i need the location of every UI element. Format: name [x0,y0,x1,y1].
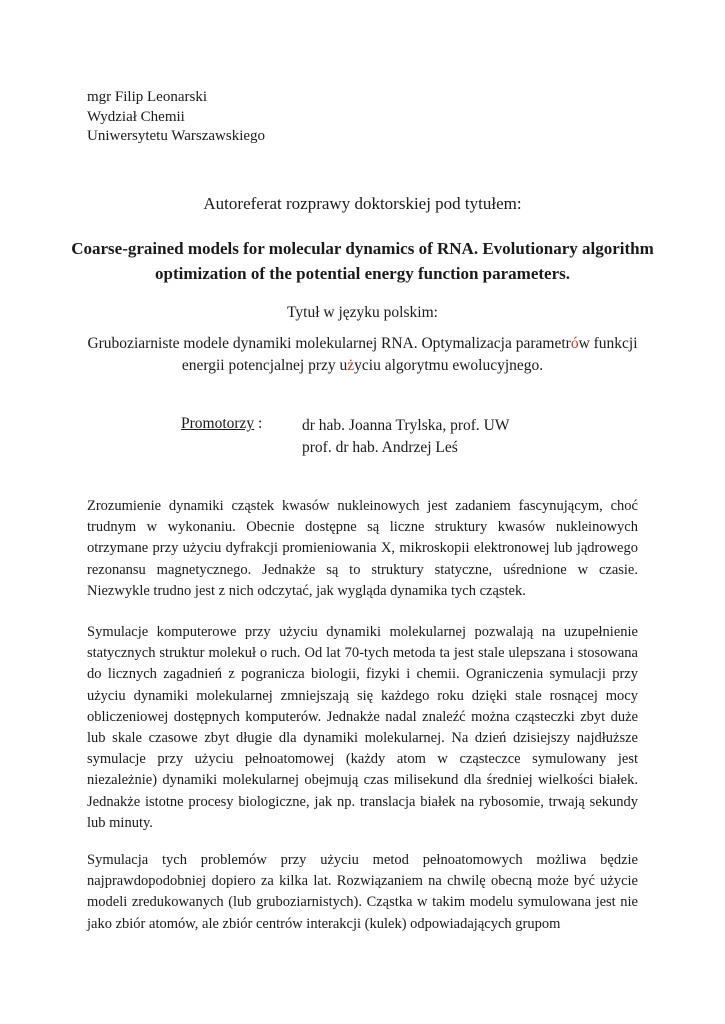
author-block [87,88,265,147]
paragraph-2: Symulacje komputerowe przy użyciu dynamiki molekularnej pozwalają na uzupełnienie statycznych struktur molekuł o ruch. Od lat 70-tych metoda ta jest stale ulepszana i stosowana do licznych zagadnień z pogranicza biologii, fizyki i chemii. Ograniczenia symulacji przy użyciu dynamiki molekularnej zmniejszają się każdego roku dzięki stale rosnącej mocy obliczeniowej dostępnych komputerów. Jednakże nadal znaleźć można cząsteczki zbyt duże lub skale czasowe zbyt długie dla dynamiki molekularnej. Na dzień dzisiejszy najdłuższe symulacje przy użyciu pełnoatomowej (każdy atom w cząsteczce symulowany jest niezależnie) dynamiki molekularnej obejmują czas milisekund dla średniej wielkości białek. Jednakże istotne procesy biologiczne, jak np. translacja białek na rybosomie, trwają sekundy lub minuty. [87,624,638,831]
author-name: mgr Filip Leonarski [87,89,207,105]
polish-title-red-char1: ó [570,335,579,352]
promoters-colon: : [258,415,263,432]
polish-title-red-char2: ż [347,357,355,374]
paragraph-1: Zrozumienie dynamiki cząstek kwasów nukleinowych jest zadaniem fascynującym, choć trudnym w wykonaniu. Obecnie dostępne są liczne struktury kwasów nukleinowych otrzymane przy użyciu dyfrakcji promieniowania X, mikroskopii elektronowej lub jądrowego rezonansu magnetycznego. Jednakże są to struktury statyczne, uśrednione w czasie. Niezwykle trudno jest z nich odczytać, jak wygląda dynamika tych cząstek. [87,498,638,599]
polish-title-part1: Gruboziarniste modele dynamiki molekularnej RNA. Optymalizacja parametr [87,335,571,352]
polish-title [70,333,655,377]
polish-title-part2: w funkcji energii potencjalnej przy u [181,335,638,374]
thesis-title: Coarse-grained models for molecular dynamics of RNA. Evolutionary algorithm optimization of the potential energy function parameters. [71,239,654,283]
promoters-label: Promotorzy [181,415,255,432]
polish-title-label: Tytuł w języku polskim: [287,304,438,321]
polish-title-part3: yciu algorytmu ewolucyjnego. [354,357,544,374]
promoter-2: prof. dr hab. Andrzej Leś [302,439,458,456]
author-university: Uniwersytetu Warszawskiego [87,128,266,144]
paragraph-3: Symulacja tych problemów przy użyciu metod pełnoatomowych możliwa będzie najprawdopodobniej dopiero za kilka lat. Rozwiązaniem na chwilę obecną może być użycie modeli zredukowanych (lub gruboziarnistych). Cząstka w takim modelu symulowana jest nie jako zbiór atomów, ale zbiór centrów interakcji (kulek) odpowiadających grupom [87,852,638,932]
document-subtitle: Autoreferat rozprawy doktorskiej pod tytułem: [203,194,522,213]
promoter-1: dr hab. Joanna Trylska, prof. UW [302,417,510,434]
author-department: Wydział Chemii [87,108,185,125]
promoters-names [302,415,510,459]
